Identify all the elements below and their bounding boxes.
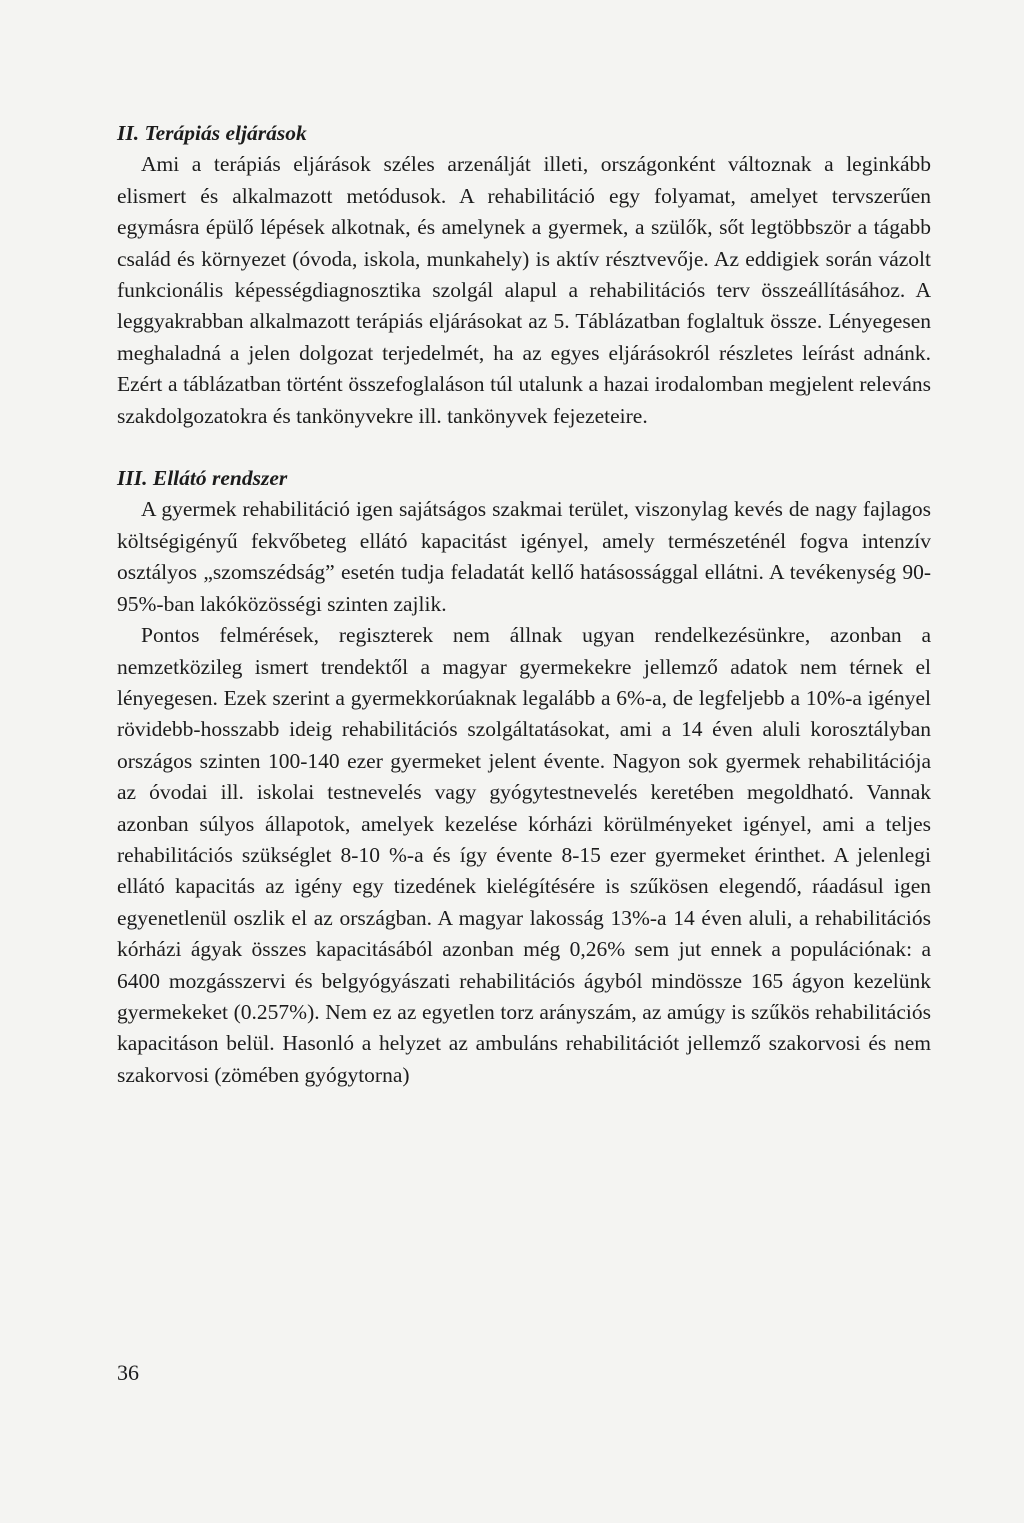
section-therapeutic-procedures	[117, 118, 931, 432]
paragraph: A gyermek rehabilitáció igen sajátságos szakmai terület, viszonylag kevés de nagy fajlagos költségigényű fekvőbeteg ellátó kapacitást igényel, amely természeténél fogva intenzív osztályos „szomszédság” esetén tudja feladatát kellő hatásossággal ellátni. A tevékenység 90-95%-ban lakóközösségi szinten zajlik.	[117, 497, 931, 616]
paragraph: Ami a terápiás eljárások széles arzenálját illeti, országonként változnak a leginkább elismert és alkalmazott metódusok. A rehabilitáció egy folyamat, amelyet tervszerűen egymásra épülő lépések alkotnak, és amelynek a gyermek, a szülők, sőt legtöbbször a tágabb család és környezet (óvoda, iskola, munkahely) is aktív résztvevője. Az eddigiek során vázolt funkcionális képességdiagnosztika szolgál alapul a rehabilitációs terv összeállításához. A leggyakrabban alkalmazott terápiás eljárásokat az 5. Táblázatban foglaltuk össze. Lényegesen meghaladná a jelen dolgozat terjedelmét, ha az egyes eljárásokról részletes leírást adnánk. Ezért a táblázatban történt összefoglaláson túl utalunk a hazai irodalomban megjelent releváns szakdolgozatokra és tankönyvekre ill. tankönyvek fejezeteire.	[117, 152, 931, 428]
paragraph: Pontos felmérések, regiszterek nem állnak ugyan rendelkezésünkre, azonban a nemzetközileg ismert trendektől a magyar gyermekekre jellemző adatok nem térnek el lényegesen. Ezek szerint a gyermekkorúaknak legalább a 6%-a, de legfeljebb a 10%-a igényel rövidebb-hosszabb ideig rehabilitációs szolgáltatásokat, ami a 14 éven aluli korosztályban országos szinten 100-140 ezer gyermeket jelent évente. Nagyon sok gyermek rehabilitációja az óvodai ill. iskolai testnevelés vagy gyógytestnevelés keretében megoldható. Vannak azonban súlyos állapotok, amelyek kezelése kórházi körülményeket igényel, ami a teljes rehabilitációs szükséglet 8-10 %-a és így évente 8-15 ezer gyermeket érinthet. A jelenlegi ellátó kapacitás az igény egy tizedének kielégítésére is szűkösen elegendő, ráadásul igen egyenetlenül oszlik el az országban. A magyar lakosság 13%-a 14 éven aluli, a rehabilitációs kórházi ágyak összes kapacitásából azonban még 0,26% sem jut ennek a populációnak: a 6400 mozgásszervi és belgyógyászati rehabilitációs ágyból mindössze 165 ágyon kezelünk gyermekeket (0.257%). Nem ez az egyetlen torz arányszám, az amúgy is szűkös rehabilitációs kapacitáson belül. Hasonló a helyzet az ambuláns rehabilitációt jellemző szakorvosi és nem szakorvosi (zömében gyógytorna)	[117, 623, 931, 1087]
section-heading: III. Ellátó rendszer	[117, 466, 288, 491]
page-body	[117, 118, 931, 1091]
page-number: 36	[117, 1360, 139, 1385]
section-heading: II. Terápiás eljárások	[117, 121, 307, 145]
section-care-system	[117, 463, 931, 1091]
